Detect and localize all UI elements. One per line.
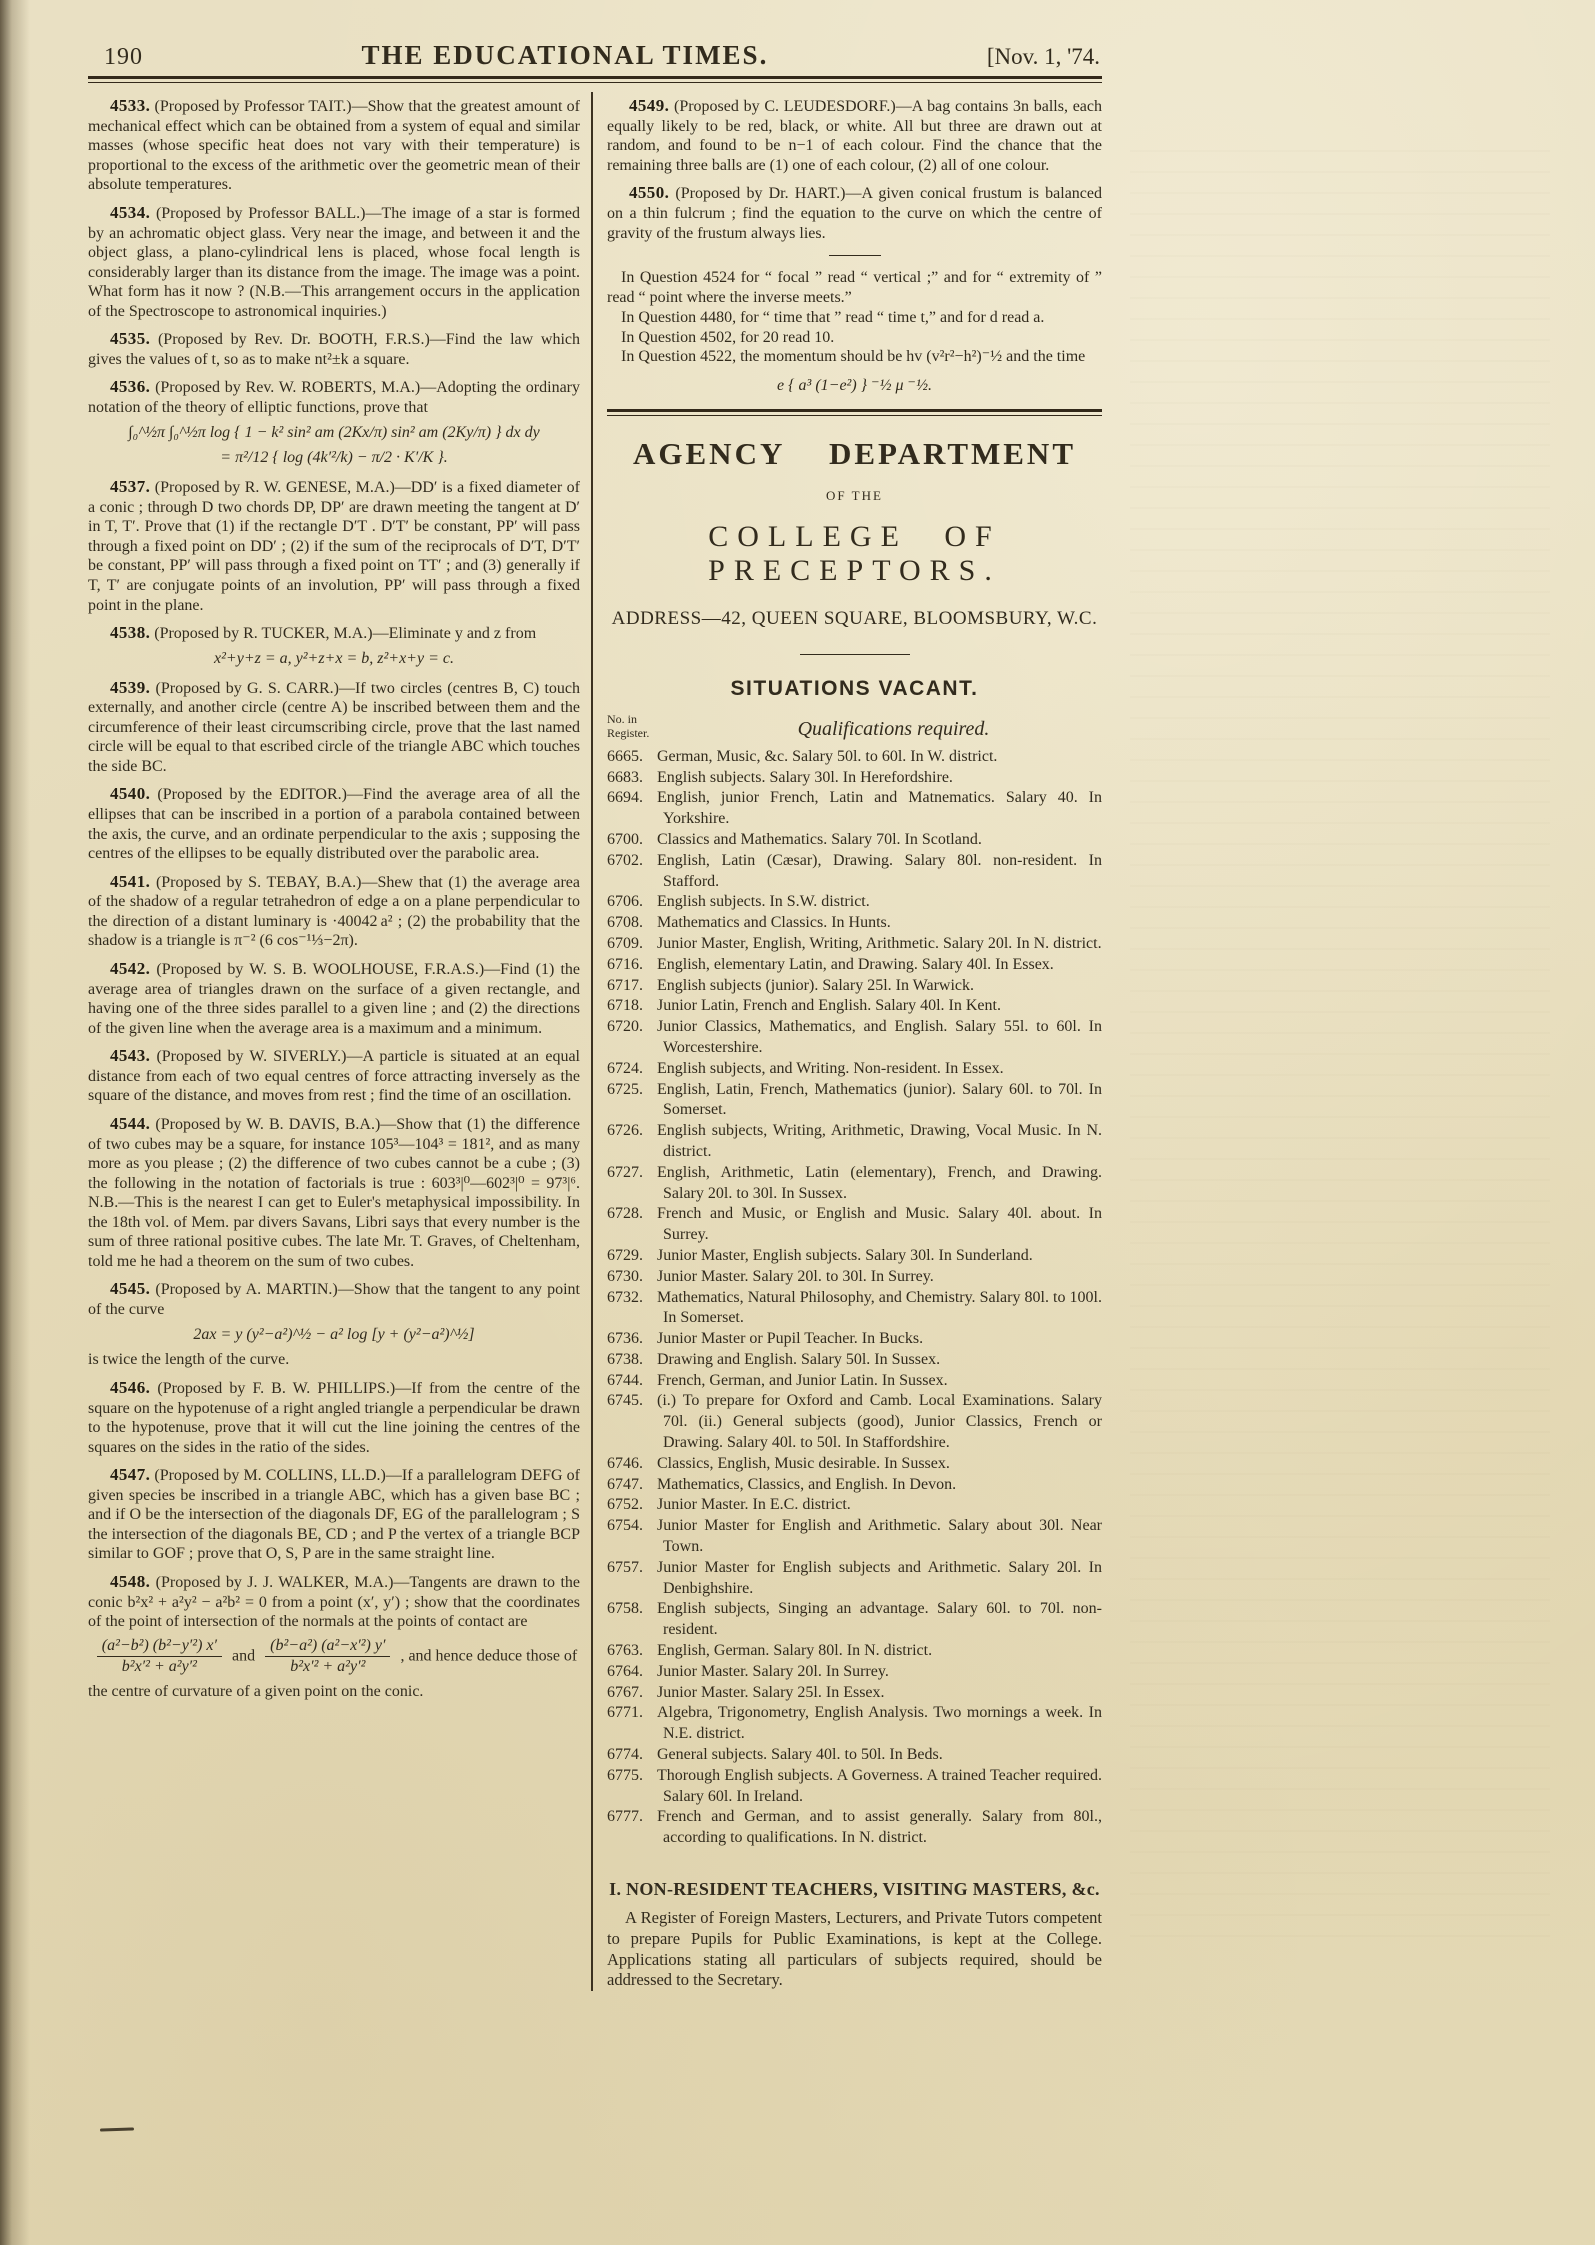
register-entry: 6752. Junior Master. In E.C. district. bbox=[607, 1495, 1102, 1516]
problem-4549 bbox=[607, 96, 1102, 175]
problem-4540 bbox=[88, 784, 580, 863]
non-resident-heading: I. NON-RESIDENT TEACHERS, VISITING MASTERS, &c. bbox=[609, 1879, 1100, 1900]
register-entry-number: 6774. bbox=[607, 1746, 643, 1764]
college-of-preceptors-title: COLLEGE OF PRECEPTORS. bbox=[708, 520, 1001, 588]
register-entry: 6777. French and German, and to assist generally. Salary from 80l., according to qualifications. In N. district. bbox=[607, 1808, 1102, 1847]
register-entry-number: 6709. bbox=[607, 934, 643, 952]
left-column bbox=[88, 92, 580, 1991]
two-column-layout bbox=[88, 92, 1102, 1991]
problem-4546 bbox=[88, 1378, 580, 1457]
register-entry: 6757. Junior Master for English subjects and Arithmetic. Salary 20l. In Denbighshire. bbox=[607, 1558, 1102, 1597]
fraction-denominator: b²x′² + a²y′² bbox=[290, 1658, 366, 1676]
formula: = π²/12 { log (4k′²/k) − π/2 · K′/K }. bbox=[220, 449, 448, 467]
fraction bbox=[265, 1637, 390, 1677]
register-entry: 6708. Mathematics and Classics. In Hunts. bbox=[607, 913, 1102, 934]
problem-4539 bbox=[88, 678, 580, 777]
register-entry-number: 6747. bbox=[607, 1475, 643, 1493]
formula: x²+y+z = a, y²+z+x = b, z²+x+y = c. bbox=[214, 649, 454, 667]
problem-4550 bbox=[607, 183, 1102, 243]
formula: ∫₀^½π ∫₀^½π log { 1 − k² sin² am (2Kx/π) sin² am (2Ky/π) } dx dy bbox=[128, 423, 540, 441]
register-entry: 6746. Classics, English, Music desirable. In Sussex. bbox=[607, 1454, 1102, 1475]
register-entry: 6736. Junior Master or Pupil Teacher. In Bucks. bbox=[607, 1329, 1102, 1350]
register-entry: 6725. English, Latin, French, Mathematics (junior). Salary 60l. to 70l. In Somerset. bbox=[607, 1080, 1102, 1119]
fraction-denominator: b²x′² + a²y′² bbox=[121, 1658, 197, 1676]
problem-4535 bbox=[88, 329, 580, 369]
register-entry-number: 6729. bbox=[607, 1246, 643, 1264]
agency-section-rule bbox=[607, 409, 1102, 416]
ink-bleed-texture bbox=[1130, 150, 1550, 1950]
register-entry: 6730. Junior Master. Salary 20l. to 30l. In Surrey. bbox=[607, 1267, 1102, 1288]
register-entry-number: 6757. bbox=[607, 1558, 643, 1576]
register-entry: 6729. Junior Master, English subjects. Salary 30l. In Sunderland. bbox=[607, 1246, 1102, 1267]
problem-text: 4546. (Proposed by F. B. W. PHILLIPS.)—If from the centre of the square on the hypotenuse of a right angled triangle a perpendicular be drawn to the hypotenuse, prove that it will cut the line joining the centres of the squares on the sides in the ratio of the sides. bbox=[88, 1377, 580, 1456]
register-entry: 6775. Thorough English subjects. A Governess. A trained Teacher required. Salary 60l. In Ireland. bbox=[607, 1766, 1102, 1805]
page-number: 190 bbox=[104, 44, 143, 70]
page-title: THE EDUCATIONAL TIMES. bbox=[361, 40, 769, 70]
fraction bbox=[97, 1637, 222, 1677]
register-entry: 6717. English subjects (junior). Salary 25l. In Warwick. bbox=[607, 976, 1102, 997]
register-entry-number: 6746. bbox=[607, 1454, 643, 1472]
problem-4538 bbox=[88, 623, 580, 670]
register-entry-number: 6700. bbox=[607, 830, 643, 848]
register-entry-number: 6718. bbox=[607, 997, 643, 1015]
register-entry-number: 6720. bbox=[607, 1018, 643, 1036]
formula: 2ax = y (y²−a²)^½ − a² log [y + (y²−a²)^½] bbox=[193, 1325, 475, 1343]
fraction-numerator: (a²−b²) (b²−y′²) x′ bbox=[97, 1637, 222, 1657]
register-entry-number: 6724. bbox=[607, 1059, 643, 1077]
ink-mark bbox=[100, 2127, 134, 2131]
register-table-header bbox=[607, 713, 1102, 741]
errata-block bbox=[607, 268, 1102, 367]
register-entry: 6732. Mathematics, Natural Philosophy, and Chemistry. Salary 80l. to 100l. In Somerset. bbox=[607, 1288, 1102, 1327]
register-entry-number: 6763. bbox=[607, 1642, 643, 1660]
register-entry-number: 6717. bbox=[607, 976, 643, 994]
problem-text: 4533. (Proposed by Professor TAIT.)—Show that the greatest amount of mechanical effect which can be obtained from a system of equal and similar masses (whose specific heat does not vary with their temperature) is proportional to the excess of the arithmetic over the geometric mean of their absolute temperatures. bbox=[88, 96, 580, 194]
problem-text: 4545. (Proposed by A. MARTIN.)—Show that the tangent to any point of the curve bbox=[88, 1279, 580, 1319]
section-rule bbox=[829, 255, 881, 256]
register-entry-number: 6694. bbox=[607, 789, 643, 807]
situations-rule bbox=[800, 654, 910, 655]
qualifications-column-label: Qualifications required. bbox=[797, 717, 990, 740]
problem-text: 4542. (Proposed by W. S. B. WOOLHOUSE, F.R.A.S.)—Find (1) the average area of triangles drawn on the surface of a given rectangle, and having one of the three sides parallel to a given line ; and (2) the directions of the given line when the average area is a maximum and a minimum. bbox=[88, 958, 581, 1037]
problem-4544 bbox=[88, 1114, 580, 1271]
problem-text: 4549. (Proposed by C. LEUDESDORF.)—A bag contains 3n balls, each equally likely to be red, black, or white. All but three are drawn out at random, and found to be n−1 of each colour. Find the chance that the remaining three balls are (1) one of each colour, (2) all of one colour. bbox=[607, 96, 1103, 174]
register-entry: 6706. English subjects. In S.W. district. bbox=[607, 892, 1102, 913]
problem-text: 4534. (Proposed by Professor BALL.)—The image of a star is formed by an achromatic object glass. Very near the image, and between it and the object glass, a plano-cylindrical lens is placed, whose focal length is considerably larger than its distance from the image. The image was a point. What form has it now ? (N.B.—This arrangement occurs in the application of the Spectroscope to astronomical inquiries.) bbox=[88, 202, 581, 320]
masthead bbox=[88, 40, 1102, 76]
register-entry-number: 6726. bbox=[607, 1122, 643, 1140]
register-entry-number: 6725. bbox=[607, 1080, 643, 1098]
page-edge-shadow bbox=[0, 0, 30, 2245]
register-entry-number: 6771. bbox=[607, 1704, 643, 1722]
register-entry: 6665. German, Music, &c. Salary 50l. to 60l. In W. district. bbox=[607, 747, 1102, 768]
problem-4548 bbox=[88, 1572, 580, 1701]
problem-text: 4550. (Proposed by Dr. HART.)—A given conical frustum is balanced on a thin fulcrum ; find the equation to the curve on which the centre of gravity of the frustum always lies. bbox=[607, 183, 1103, 242]
problem-4536 bbox=[88, 377, 580, 469]
register-entry: 6764. Junior Master. Salary 20l. In Surrey. bbox=[607, 1662, 1102, 1683]
problem-text: 4538. (Proposed by R. TUCKER, M.A.)—Eliminate y and z from bbox=[110, 623, 537, 643]
register-entry: 6728. French and Music, or English and Music. Salary 40l. about. In Surrey. bbox=[607, 1205, 1102, 1244]
problem-text: 4547. (Proposed by M. COLLINS, LL.D.)—If a parallelogram DEFG of given species be inscribed in a triangle ABC, which has a given base BC ; and if O be the intersection of the diagonals DF, EG of the parallelogram ; S the intersection of the diagonals BE, CD ; and P the vertex of a triangle BCP similar to GOF ; prove that O, S, P are in the same straight line. bbox=[88, 1465, 580, 1563]
problem-text: 4539. (Proposed by G. S. CARR.)—If two circles (centres B, C) touch externally, and another circle (centre A) be inscribed between them and the circumference of their least circumscribing circle, prove that the last named circle will be equal to that escribed circle of the triangle ABC which touches the side BC. bbox=[88, 677, 580, 775]
register-entry-number: 6665. bbox=[607, 747, 643, 765]
errata-line: In Question 4480, for “ time that ” read “ time t,” and for d read a. bbox=[621, 308, 1045, 326]
register-entry: 6726. English subjects, Writing, Arithmetic, Drawing, Vocal Music. In N. district. bbox=[607, 1122, 1102, 1160]
problem-text: 4548. (Proposed by J. J. WALKER, M.A.)—Tangents are drawn to the conic b²x² + a²y² − a²b² = 0 from a point (x′, y′) ; show that the coordinates of the point of intersection of the normals at the points of contact are bbox=[88, 1571, 580, 1631]
register-entry-number: 6736. bbox=[607, 1330, 643, 1348]
register-entry-number: 6777. bbox=[607, 1808, 643, 1826]
register-entry-number: 6767. bbox=[607, 1683, 643, 1701]
problem-4533 bbox=[88, 96, 580, 195]
problem-4543 bbox=[88, 1046, 580, 1106]
register-entry-number: 6730. bbox=[607, 1267, 643, 1285]
register-entry-number: 6752. bbox=[607, 1496, 643, 1514]
register-label-line1: No. in bbox=[607, 712, 637, 727]
errata-formula: e { a³ (1−e²) } ⁻½ μ ⁻½. bbox=[777, 377, 932, 395]
register-entry-number: 6716. bbox=[607, 955, 643, 973]
errata-line: In Question 4522, the momentum should be hv (v²r²−h²)⁻½ and the time bbox=[621, 348, 1086, 366]
register-entry-number: 6754. bbox=[607, 1517, 643, 1535]
register-entry: 6727. English, Arithmetic, Latin (elementary), French, and Drawing. Salary 20l. to 30l. In Sussex. bbox=[607, 1163, 1102, 1202]
errata-line: In Question 4502, for 20 read 10. bbox=[621, 328, 835, 346]
problem-text: 4535. (Proposed by Rev. Dr. BOOTH, F.R.S.)—Find the law which gives the values of t, so as to make nt²±k a square. bbox=[88, 329, 580, 368]
formula-text: and bbox=[228, 1647, 260, 1665]
problem-text: 4537. (Proposed by R. W. GENESE, M.A.)—DD′ is a fixed diameter of a conic ; through D two chords DP, DP′ are drawn meeting the tangent at D′ in T, T′. Prove that (1) if the rectangle D′T . D′T′ be constant, PP′ will pass through a fixed point on DD′ ; (2) if the sum of the reciprocals of D′T, D′T′ be constant, PP′ will pass through a fixed point on TT′ ; and (3) generally if T, T′ are conjugate points of an involution, PP′ will pass through a fixed point in the plane. bbox=[88, 477, 581, 614]
register-entry: 6771. Algebra, Trigonometry, English Analysis. Two mornings a week. In N.E. district. bbox=[607, 1704, 1102, 1743]
register-entry-number: 6758. bbox=[607, 1600, 643, 1618]
register-entry: 6724. English subjects, and Writing. Non-resident. In Essex. bbox=[607, 1059, 1102, 1080]
register-entry: 6718. Junior Latin, French and English. Salary 40l. In Kent. bbox=[607, 996, 1102, 1017]
problem-text: the centre of curvature of a given point on the conic. bbox=[88, 1682, 424, 1700]
register-entry: 6694. English, junior French, Latin and Matnematics. Salary 40. In Yorkshire. bbox=[607, 789, 1102, 828]
register-entry: 6709. Junior Master, English, Writing, Arithmetic. Salary 20l. In N. district. bbox=[607, 934, 1102, 955]
problem-4542 bbox=[88, 959, 580, 1038]
register-entry: 6763. English, German. Salary 80l. In N. district. bbox=[607, 1641, 1102, 1662]
register-entry: 6683. English subjects. Salary 30l. In Herefordshire. bbox=[607, 768, 1102, 789]
issue-date: [Nov. 1, '74. bbox=[986, 44, 1100, 69]
problem-4537 bbox=[88, 477, 580, 615]
register-entry-number: 6708. bbox=[607, 914, 643, 932]
situations-vacant-heading: SITUATIONS VACANT. bbox=[730, 677, 979, 701]
agency-of-the: OF THE bbox=[826, 488, 883, 504]
register-entry: 6767. Junior Master. Salary 25l. In Essex. bbox=[607, 1683, 1102, 1704]
register-entry: 6745. (i.) To prepare for Oxford and Camb. Local Examinations. Salary 70l. (ii.) General subjects (good), Junior Classics, French or Drawing. Salary 40l. to 50l. In Staffordshire. bbox=[607, 1392, 1102, 1452]
agency-address: ADDRESS—42, QUEEN SQUARE, BLOOMSBURY, W.C. bbox=[611, 608, 1098, 630]
agency-department-title: AGENCY DEPARTMENT bbox=[633, 436, 1076, 472]
formula-fractions bbox=[88, 1637, 580, 1677]
fraction-numerator: (b²−a²) (a²−x′²) y′ bbox=[265, 1637, 390, 1657]
register-label-line2: Register. bbox=[607, 725, 650, 740]
masthead-rule bbox=[88, 76, 1102, 83]
register-entry-number: 6775. bbox=[607, 1766, 643, 1784]
non-resident-paragraph: A Register of Foreign Masters, Lecturers, and Private Tutors competent to prepare Pupils for Public Examinations, is kept at the College. Applications stating all particulars of subjects required, should be addressed to the Secretary. bbox=[607, 1908, 1102, 1990]
register-number-column-label bbox=[607, 713, 685, 741]
register-entry: 6744. French, German, and Junior Latin. In Sussex. bbox=[607, 1371, 1102, 1392]
register-entry: 6700. Classics and Mathematics. Salary 70l. In Scotland. bbox=[607, 830, 1102, 851]
register-entry-number: 6727. bbox=[607, 1163, 643, 1181]
formula-text: , and hence deduce those of bbox=[396, 1647, 578, 1665]
problem-text: 4540. (Proposed by the EDITOR.)—Find the average area of all the ellipses that can be inscribed in a portion of a parabola contained between the axis, the curve, and an ordinate perpendicular to the axis ; supposing the centres of the ellipses to be equally distributed over the parabolic area. bbox=[88, 784, 581, 863]
register-entry-number: 6702. bbox=[607, 851, 643, 869]
register-entries bbox=[607, 747, 1102, 1849]
register-entry: 6702. English, Latin (Cæsar), Drawing. Salary 80l. non-resident. In Stafford. bbox=[607, 851, 1102, 890]
problem-4545 bbox=[88, 1279, 580, 1370]
problem-4534 bbox=[88, 203, 580, 321]
register-entry: 6738. Drawing and English. Salary 50l. In Sussex. bbox=[607, 1350, 1102, 1371]
register-entry: 6774. General subjects. Salary 40l. to 50l. In Beds. bbox=[607, 1745, 1102, 1766]
problem-text: 4543. (Proposed by W. SIVERLY.)—A particle is situated at an equal distance from each of two equal centres of force attracting inversely as the square of the distance, and moves from rest ; find the time of an oscillation. bbox=[88, 1046, 581, 1105]
printed-area bbox=[88, 40, 1102, 1991]
problem-4547 bbox=[88, 1465, 580, 1564]
register-entry-number: 6706. bbox=[607, 893, 643, 911]
errata-line: In Question 4524 for “ focal ” read “ vertical ;” and for “ extremity of ” read “ point where the inverse meets.” bbox=[607, 269, 1102, 306]
register-entry: 6754. Junior Master for English and Arithmetic. Salary about 30l. Near Town. bbox=[607, 1517, 1102, 1556]
register-entry: 6747. Mathematics, Classics, and English. In Devon. bbox=[607, 1475, 1102, 1496]
register-entry-number: 6744. bbox=[607, 1371, 643, 1389]
right-column-problems bbox=[607, 96, 1102, 243]
register-entry: 6758. English subjects, Singing an advantage. Salary 60l. to 70l. non-resident. bbox=[607, 1600, 1102, 1639]
register-entry: 6716. English, elementary Latin, and Drawing. Salary 40l. In Essex. bbox=[607, 955, 1102, 976]
problem-4541 bbox=[88, 872, 580, 951]
register-entry-number: 6764. bbox=[607, 1662, 643, 1680]
register-entry-number: 6732. bbox=[607, 1288, 643, 1306]
problem-text: 4536. (Proposed by Rev. W. ROBERTS, M.A.)—Adopting the ordinary notation of the theory of elliptic functions, prove that bbox=[88, 377, 581, 417]
problem-text: 4544. (Proposed by W. B. DAVIS, B.A.)—Show that (1) the difference of two cubes may be a square, for instance 105³—104³ = 181², and as many more as you please ; (2) the difference of two cubes cannot be a cube ; (3) the following in the notation of factorials is true : 603³|⁰—602³|⁰ = 97³|⁶. N.B.—This is the nearest I can get to Euler's metaphysical impossibility. In the 18th vol. of Mem. par divers Savans, Libri says that every number is the sum of three rational positive cubes. The late Mr. T. Graves, of Cheltenham, told me he had a theorem on the sum of two cubes. bbox=[88, 1113, 581, 1270]
register-entry-number: 6728. bbox=[607, 1205, 643, 1223]
right-column bbox=[593, 92, 1102, 1991]
problem-text: 4541. (Proposed by S. TEBAY, B.A.)—Shew that (1) the average area of the shadow of a regular tetrahedron of edge a on a plane perpendicular to the direction of a distant luminary is ·40042 a² ; (2) the probability that the shadow is a triangle is π⁻² (6 cos⁻¹⅓−2π). bbox=[88, 871, 581, 950]
register-entry-number: 6738. bbox=[607, 1350, 643, 1368]
problem-text: is twice the length of the curve. bbox=[88, 1351, 290, 1369]
register-entry: 6720. Junior Classics, Mathematics, and English. Salary 55l. to 60l. In Worcestershire. bbox=[607, 1018, 1102, 1056]
register-entry-number: 6745. bbox=[607, 1392, 643, 1410]
register-entry-number: 6683. bbox=[607, 768, 643, 786]
